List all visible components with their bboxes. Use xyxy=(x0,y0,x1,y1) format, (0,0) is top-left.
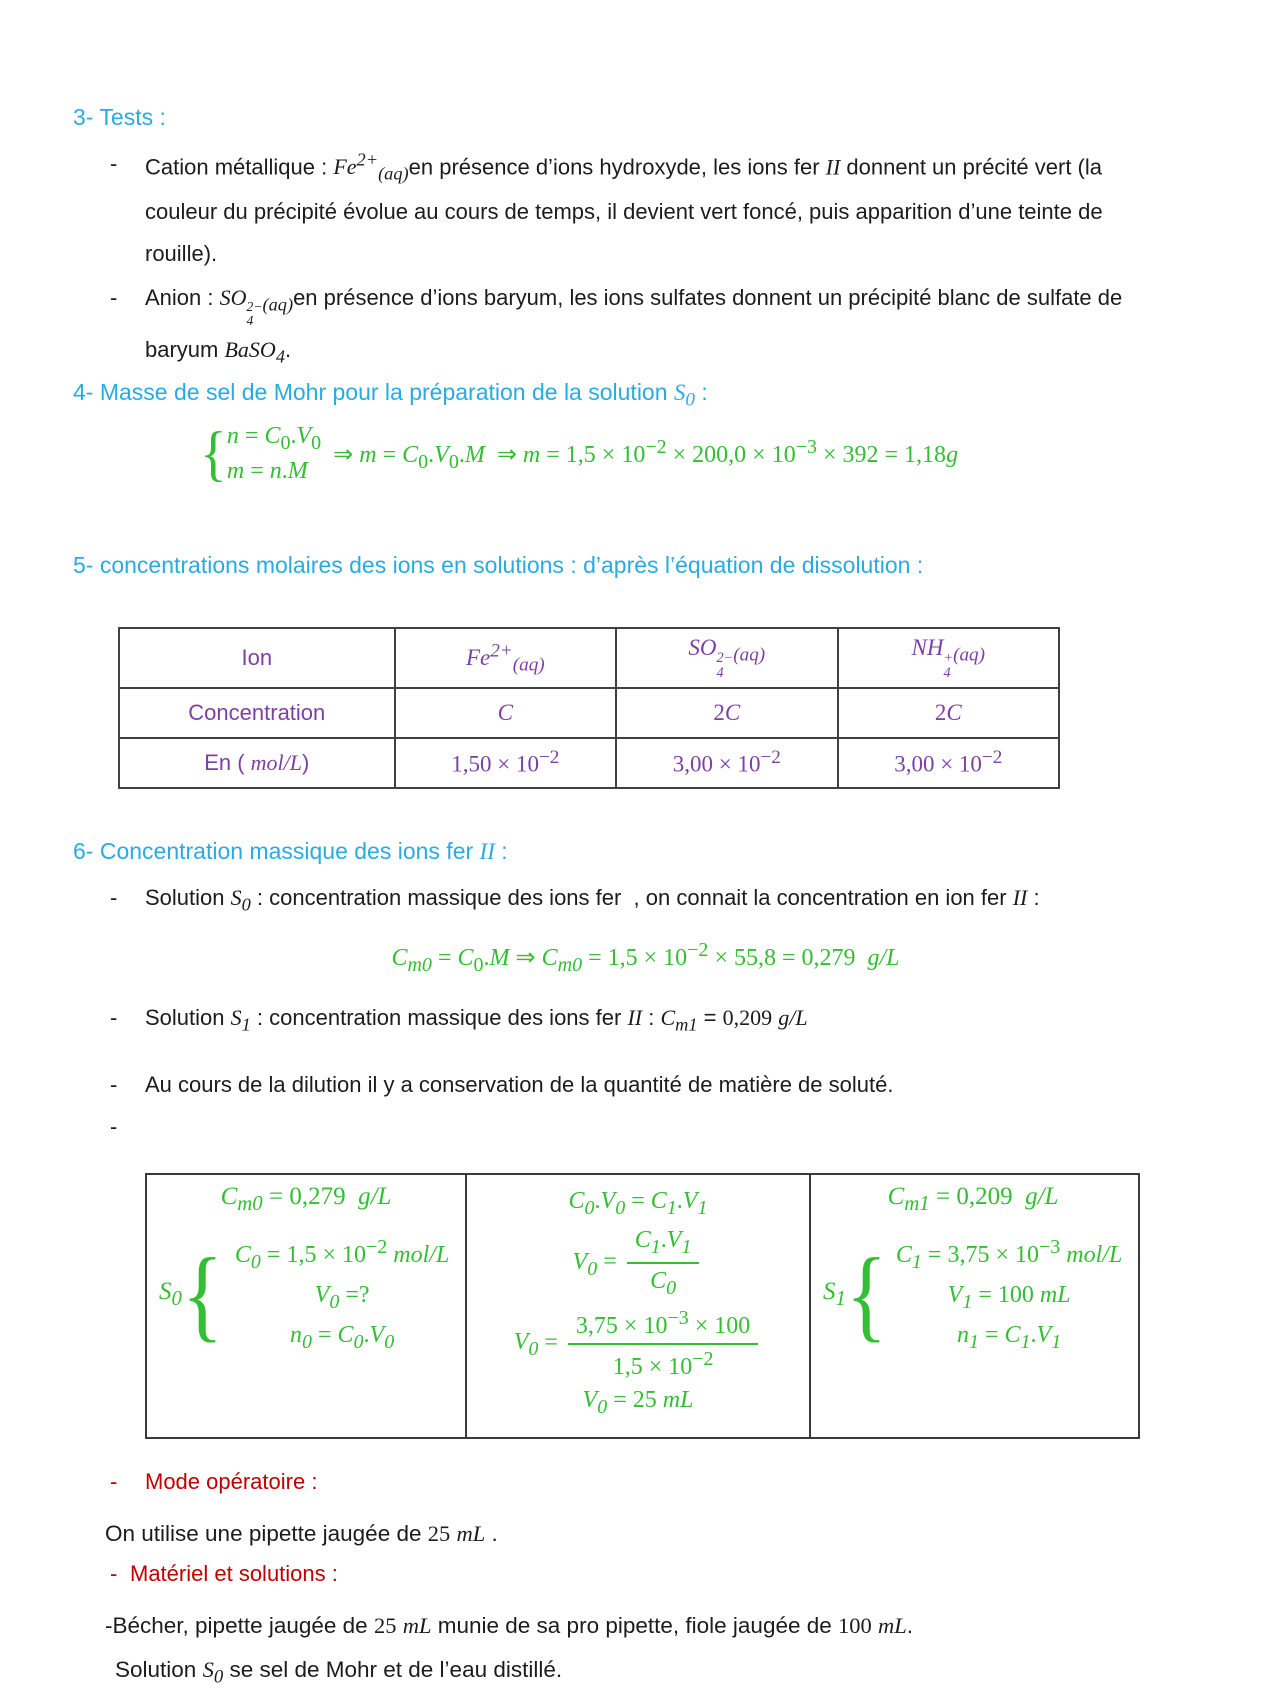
bullet-solution-s0 xyxy=(73,877,1178,922)
table-row-concentration xyxy=(119,688,1059,738)
materiel-text: Matériel et solutions : xyxy=(130,1561,338,1587)
dilution-calculation-box xyxy=(145,1173,1140,1439)
s1-system xyxy=(815,1232,1131,1356)
left-brace: { xyxy=(200,420,227,489)
mode-operatoire-heading xyxy=(73,1461,1178,1503)
table-row-ion xyxy=(119,628,1059,687)
left-brace: { xyxy=(181,1235,224,1352)
cm0-formula: $C_{m0} = C_0.M$ ⇒ $C_{m0} = 1,5 \times 10^{-2} \times 55,8 = 0,279$ g/L xyxy=(391,938,900,976)
cell-value-fe: $1,50 \times 10^{-2}$ xyxy=(395,738,616,788)
cell-so4: SO 2− 4 $_{(aq)}$ xyxy=(616,628,837,687)
solution-paragraph: Solution $S_0$ se sel de Mohr et de l’eau distillé. xyxy=(115,1656,563,1688)
pipette-paragraph: On utilise une pipette jaugée de 25 mL . xyxy=(105,1521,498,1547)
section-3-heading: 3- Tests : xyxy=(73,104,166,130)
bullet-dash: - xyxy=(110,1004,118,1030)
mass-system-line: m = n.M xyxy=(226,458,308,485)
cell-concentration-label: Concentration xyxy=(119,688,395,738)
s0-line: $V_0$ =? xyxy=(314,1282,370,1313)
v0-line: $V_0$ = $\frac{3,75 \times 10^{-3} \times 100}{1,5 \times 10^{-2}}$ xyxy=(471,1306,805,1382)
v0-line: $V_0 = 25$ mL xyxy=(582,1386,694,1418)
cell-nh4: NH + 4 $_{(aq)}$ xyxy=(838,628,1059,687)
cell-fe: $Fe^{2+}_{(aq)}$ xyxy=(395,628,616,687)
cell-2c: 2C xyxy=(838,688,1059,738)
bullet-dash: - xyxy=(110,884,118,910)
s0-label: $S_0$ xyxy=(159,1278,182,1311)
mass-system-line: $n = C_0.V_0$ xyxy=(226,423,322,455)
bullet-solution-s1-text: Solution $S_1$ : concentration massique des ions fer II : $C_{m1} = 0,209$ g/L xyxy=(145,1004,808,1034)
cell-unit-label: En ( mol/L) xyxy=(119,738,395,788)
bullet-dash: - xyxy=(110,1469,118,1495)
materiel-heading xyxy=(73,1553,1178,1595)
bullet-anion-text: Anion : SO 2− 4 $_{(aq)}$en présence d’ions baryum, les ions sulfates donnent un précipité blanc de sulfate de baryum BaSO$_4$. xyxy=(145,285,1123,367)
left-brace: { xyxy=(845,1235,888,1352)
bullet-dash: - xyxy=(110,1071,118,1097)
s1-label: $S_1$ xyxy=(823,1278,846,1311)
s0-line: $C_0 = 1,5 \times 10^{-2}$ mol/L xyxy=(234,1236,450,1274)
s1-line: $C_1 = 3,75 \times 10^{-3}$ mol/L xyxy=(895,1236,1123,1274)
mass-system xyxy=(227,421,321,487)
bullet-solution-s1 xyxy=(73,997,1178,1042)
s1-line: $n_1 = C_1.V_1$ xyxy=(956,1321,1062,1353)
box-col-s1 xyxy=(809,1175,1135,1437)
cell-value-nh4: $3,00 \times 10^{-2}$ xyxy=(838,738,1059,788)
ions-concentration-table xyxy=(118,627,1060,788)
s0-system xyxy=(151,1232,461,1356)
cm0-value: $C_{m0} = 0,279$ g/L xyxy=(220,1183,392,1216)
bullet-anion xyxy=(73,277,1178,374)
section-6-heading: 6- Concentration massique des ions fer II : xyxy=(73,837,508,864)
cell-c: C xyxy=(395,688,616,738)
mode-operatoire-text: Mode opératoire : xyxy=(145,1469,318,1495)
box-col-s0 xyxy=(147,1175,465,1437)
v0-line: $C_0.V_0 = C_1.V_1$ xyxy=(568,1188,708,1220)
box-col-v0 xyxy=(465,1175,809,1437)
section-5-heading: 5- concentrations molaires des ions en solutions : d’après l’équation de dissolution : xyxy=(73,552,924,579)
becher-paragraph: -Bécher, pipette jaugée de 25 mL munie de sa pro pipette, fiole jaugée de 100 mL. xyxy=(105,1612,914,1638)
v0-line: $V_0$ = $\frac{C_1.V_1}{C_0}$ xyxy=(471,1225,805,1301)
cell-ion-label: Ion xyxy=(119,628,395,687)
bullet-dash: - xyxy=(110,285,118,311)
bullet-dilution xyxy=(73,1064,1178,1106)
s0-line: $n_0 = C_0.V_0$ xyxy=(289,1321,395,1353)
bullet-dash: - xyxy=(110,1561,118,1587)
bullet-cation-text: Cation métallique : $Fe^{2+}_{(aq)}en$ présence d’ions hydroxyde, les ions fer II donnent un précité vert (la couleur du précipité évolue au cours de temps, il devient vert foncé, puis apparition d’une teinte de rouille). xyxy=(145,149,1103,267)
bullet-empty xyxy=(73,1106,1178,1148)
table-row-values xyxy=(119,738,1059,788)
s1-line: $V_1 = 100$ mL xyxy=(947,1282,1071,1313)
section-4-heading: 4- Masse de sel de Mohr pour la préparation de la solution $S_0$ : xyxy=(73,378,708,411)
s0-system-lines xyxy=(223,1232,461,1356)
bullet-dash: - xyxy=(110,1113,118,1139)
bullet-cation xyxy=(73,143,1178,275)
bullet-dilution-text: Au cours de la dilution il y a conservation de la quantité de matière de soluté. xyxy=(145,1071,894,1097)
mass-formula xyxy=(200,421,1178,487)
cm1-value: $C_{m1} = 0,209$ g/L xyxy=(887,1183,1059,1216)
mass-formula-result: ⇒ $m = C_0.V_0.M$ ⇒ $m = 1,5 \times 10^{-2} \times 200,0 \times 10^{-3} \times 392 = 1,18g$ xyxy=(333,435,959,473)
bullet-solution-s0-text: Solution $S_0$ : concentration massique des ions fer , on connait la concentration en ion fer II : xyxy=(145,884,1040,914)
cell-value-so4: $3,00 \times 10^{-2}$ xyxy=(616,738,837,788)
cell-2c: 2C xyxy=(616,688,837,738)
bullet-dash: - xyxy=(110,150,118,176)
s1-system-lines xyxy=(887,1232,1131,1356)
